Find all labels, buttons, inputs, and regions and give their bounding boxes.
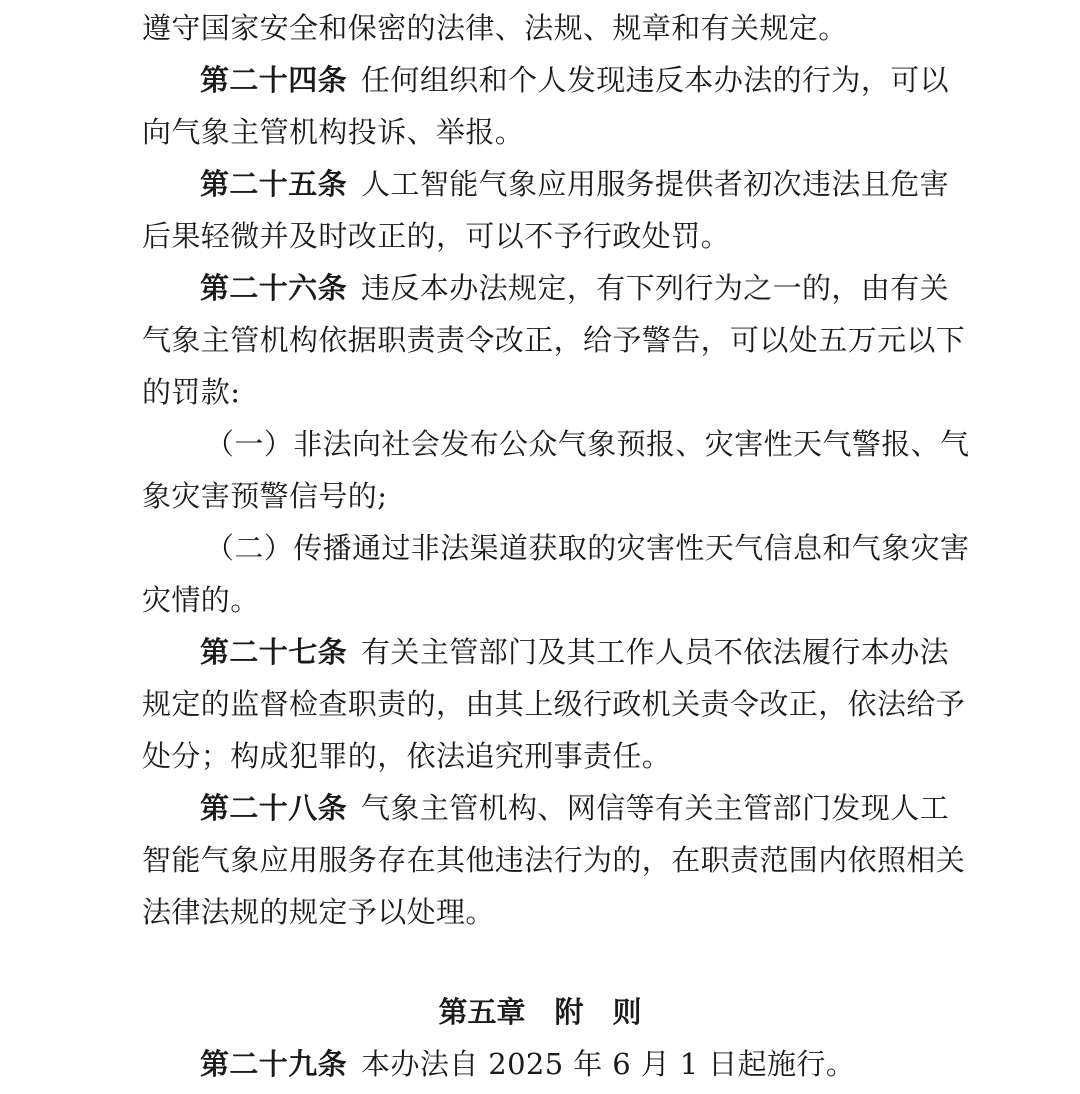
article-29-line-1	[200, 1044, 942, 1084]
article-text: 人工智能气象应用服务提供者初次违法且危害	[361, 167, 950, 201]
chapter-title: 第五章 附 则	[438, 995, 642, 1029]
article-text: 任何组织和个人发现违反本办法的行为，可以	[361, 63, 950, 97]
article-heading: 第二十五条	[200, 167, 348, 201]
item-2-line-2: 灾情的。	[142, 583, 260, 617]
article-28-line-1	[200, 788, 950, 828]
chapter-heading	[0, 992, 1080, 1032]
article-text: 有关主管部门及其工作人员不依法履行本办法	[361, 635, 950, 669]
article-24-line-1	[200, 60, 950, 100]
item-2-line-1: （二）传播通过非法渠道获取的灾害性天气信息和气象灾害	[205, 531, 970, 565]
article-25-line-1	[200, 164, 950, 204]
article-27-line-3: 处分；构成犯罪的，依法追究刑事责任。	[142, 739, 672, 773]
article-28-line-3: 法律法规的规定予以处理。	[142, 895, 495, 929]
article-26-line-2: 气象主管机构依据职责责令改正，给予警告，可以处五万元以下	[142, 323, 966, 357]
article-26-line-3: 的罚款:	[142, 375, 241, 409]
item-1-line-2: 象灾害预警信号的;	[142, 479, 388, 513]
article-27-line-2: 规定的监督检查职责的，由其上级行政机关责令改正，依法给予	[142, 687, 966, 721]
article-heading: 第二十四条	[200, 63, 348, 97]
article-text: 违反本办法规定，有下列行为之一的，由有关	[361, 271, 950, 305]
article-heading: 第二十九条	[200, 1047, 348, 1081]
article-text: 气象主管机构、网信等有关主管部门发现人工	[361, 791, 950, 825]
article-heading: 第二十六条	[200, 271, 348, 305]
article-26-line-1	[200, 268, 950, 308]
article-text: 本办法自 2025 年 6 月 1 日起施行。	[361, 1047, 856, 1081]
article-27-line-1	[200, 632, 950, 672]
article-24-line-2: 向气象主管机构投诉、举报。	[142, 115, 525, 149]
item-1-line-1: （一）非法向社会发布公众气象预报、灾害性天气警报、气	[205, 427, 970, 461]
article-heading: 第二十八条	[200, 791, 348, 825]
article-heading: 第二十七条	[200, 635, 348, 669]
text-line: 遵守国家安全和保密的法律、法规、规章和有关规定。	[142, 11, 848, 45]
article-28-line-2: 智能气象应用服务存在其他违法行为的，在职责范围内依照相关	[142, 843, 966, 877]
article-25-line-2: 后果轻微并及时改正的，可以不予行政处罚。	[142, 219, 731, 253]
